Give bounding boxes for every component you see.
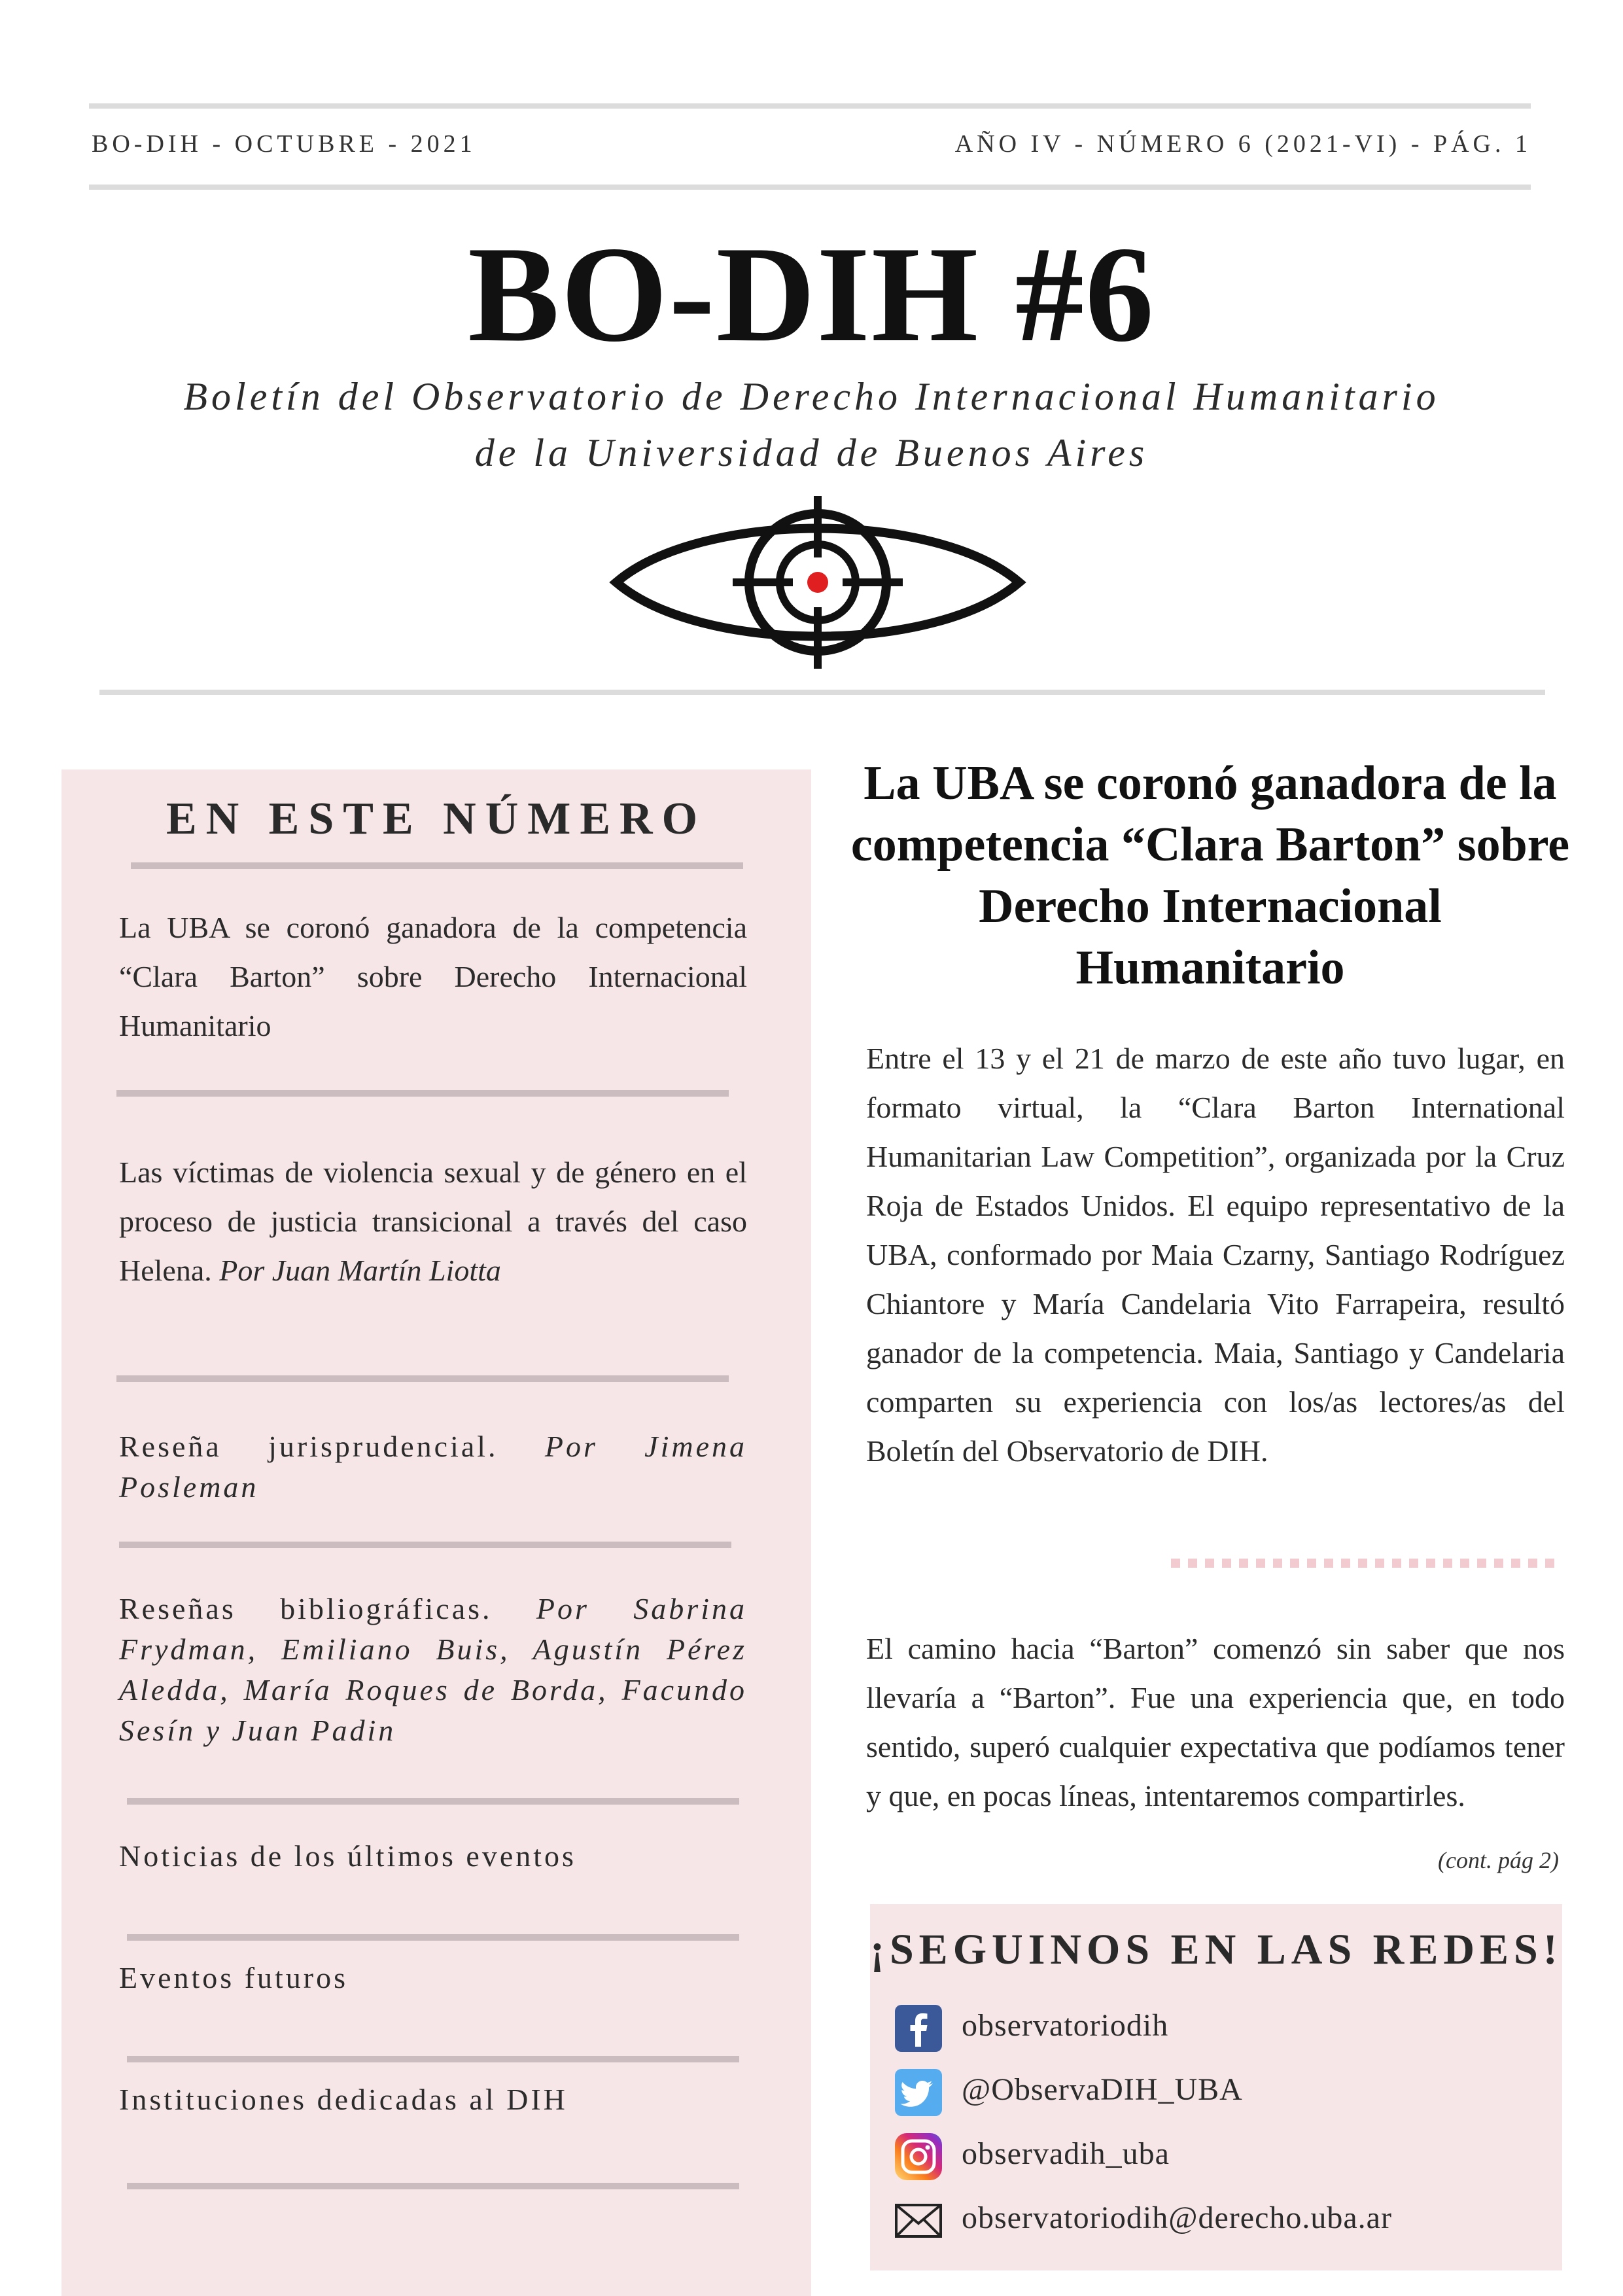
toc-divider	[116, 1090, 729, 1097]
toc-divider	[127, 1798, 739, 1805]
mail-icon	[894, 2196, 943, 2246]
toc-title: EN ESTE NÚMERO	[166, 794, 707, 844]
continued-note: (cont. pág 2)	[1438, 1847, 1559, 1873]
toc-divider	[116, 1375, 729, 1382]
header-left: BO-DIH - OCTUBRE - 2021	[92, 130, 476, 158]
article-paragraph-2: El camino hacia “Barton” comenzó sin saber que nos llevaría a “Barton”. Fue una experiencia que, en todo sentido, superó cualquier expectativa que podíamos tener y que, en pocas líneas, intentaremos compartirles.	[866, 1632, 1565, 1812]
eye-target-icon	[602, 484, 1034, 680]
social-title: ¡SEGUINOS EN LAS REDES!	[870, 1926, 1563, 1973]
page-title: BO-DIH #6	[468, 219, 1155, 370]
twitter-handle[interactable]: @ObservaDIH_UBA	[962, 2072, 1243, 2107]
masthead-rule	[99, 690, 1545, 695]
toc-item-5[interactable]: Noticias de los últimos eventos	[119, 1839, 576, 1873]
toc-item-7[interactable]: Instituciones dedicadas al DIH	[119, 2083, 568, 2116]
facebook-icon	[894, 2004, 943, 2053]
toc-author: Por Sabrina Frydman, Emiliano Buis, Agustín Pérez Aledda, María Roques de Borda, Facundo Sesín y Juan Padin	[119, 1592, 747, 1747]
toc-author: Por Jimena Posleman	[119, 1430, 747, 1504]
facebook-handle[interactable]: observatoriodih	[962, 2008, 1169, 2043]
toc-author: Por Juan Martín Liotta	[219, 1254, 501, 1287]
toc-item-3[interactable]: Reseña jurisprudencial. Por Jimena Posleman	[119, 1430, 747, 1504]
instagram-handle[interactable]: observadih_uba	[962, 2136, 1170, 2171]
header-rule	[89, 185, 1531, 190]
subtitle-line-1: Boletín del Observatorio de Derecho Internacional Humanitario	[183, 375, 1440, 418]
toc-item-1[interactable]: La UBA se coronó ganadora de la competencia “Clara Barton” sobre Derecho Internacional Humanitario	[119, 911, 747, 1042]
article-title: La UBA se coronó ganadora de la competencia “Clara Barton” sobre Derecho Internacional Humanitario	[850, 756, 1570, 995]
toc-divider	[119, 1542, 731, 1548]
header-right: AÑO IV - NÚMERO 6 (2021-VI) - PÁG. 1	[954, 130, 1531, 158]
toc-divider	[131, 862, 743, 869]
email-address[interactable]: observatoriodih@derecho.uba.ar	[962, 2200, 1392, 2235]
toc-divider	[127, 2183, 739, 2189]
toc-item-4[interactable]: Reseñas bibliográficas. Por Sabrina Frydman, Emiliano Buis, Agustín Pérez Aledda, María Roques de Borda, Facundo Sesín y Juan Padin	[119, 1592, 747, 1747]
article-paragraph-1: Entre el 13 y el 21 de marzo de este año tuvo lugar, en formato virtual, la “Clara Barton International Humanitarian Law Competition”, organizada por la Cruz Roja de Estados Unidos. El equipo representativo de la UBA, conformado por Maia Czarny, Santiago Rodríguez Chiantore y María Candelaria Vito Farrapeira, resultó ganador de la competencia. Maia, Santiago y Candelaria comparten su experiencia con los/as lectores/as del Boletín del Observatorio de DIH.	[866, 1042, 1565, 1468]
subtitle-line-2: de la Universidad de Buenos Aires	[474, 431, 1149, 474]
toc-divider	[127, 2056, 739, 2062]
toc-item-2[interactable]: Las víctimas de violencia sexual y de género en el proceso de justicia transicional a través del caso Helena. Por Juan Martín Liotta	[119, 1156, 747, 1287]
instagram-icon	[894, 2132, 943, 2181]
top-rule	[89, 103, 1531, 109]
dotted-separator	[1171, 1559, 1557, 1568]
toc-item-6[interactable]: Eventos futuros	[119, 1961, 349, 1994]
twitter-icon	[894, 2068, 943, 2117]
toc-divider	[127, 1934, 739, 1941]
